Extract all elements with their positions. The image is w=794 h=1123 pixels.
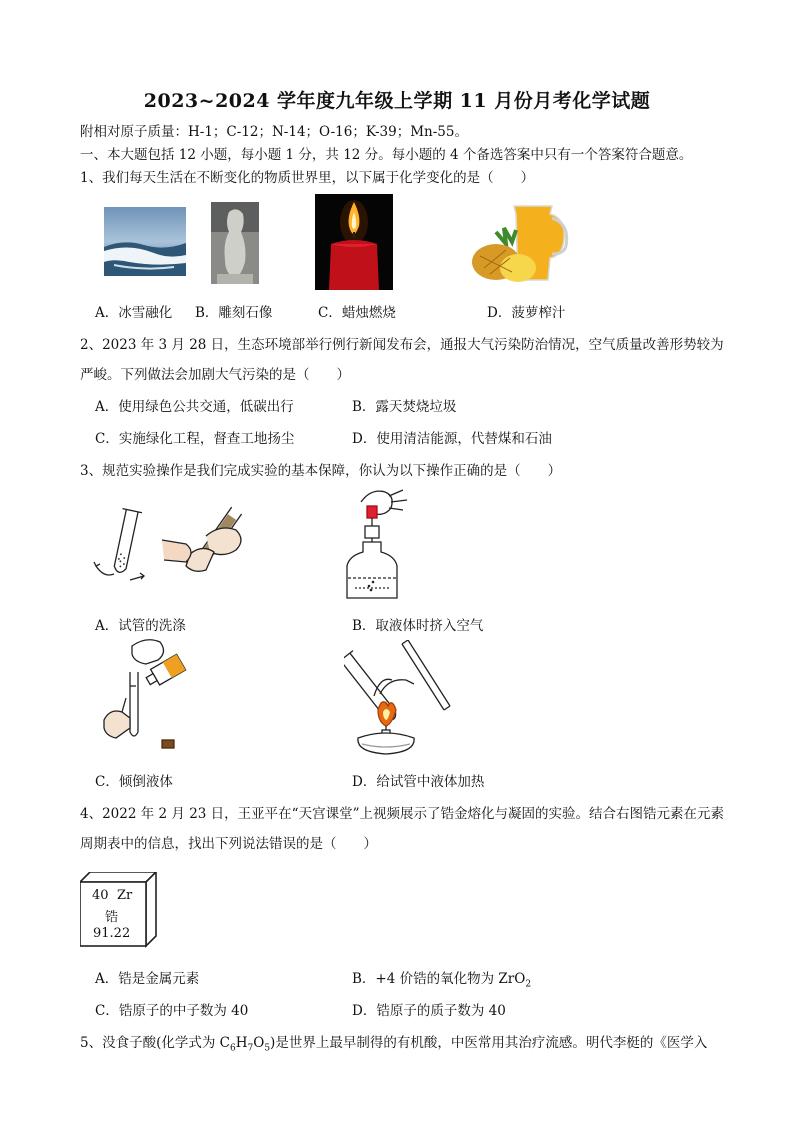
q2-option-c[interactable]: C．实施绿化工程，督查工地扬尘 (95, 431, 295, 447)
dropper-air-image (345, 486, 421, 604)
element-name: 锆 (105, 910, 119, 925)
heating-test-tube-image (344, 640, 456, 756)
q1-option-c[interactable]: C．蜡烛燃烧 (318, 305, 396, 321)
question-4-stem-line2: 周期表中的信息，找出下列说法错误的是（ ） (80, 836, 377, 852)
q2-option-b[interactable]: B．露天焚烧垃圾 (352, 399, 457, 415)
q3-option-a[interactable]: A．试管的洗涤 (95, 618, 186, 634)
question-2-stem-line1: 2、2023 年 3 月 28 日，生态环境部举行例行新闻发布会，通报大气污染防治情况，空气质量改善形势较为 (80, 337, 724, 353)
stone-carving-image (211, 202, 259, 284)
q3-option-b[interactable]: B．取液体时挤入空气 (352, 618, 484, 634)
q4-option-d[interactable]: D．锆原子的质子数为 40 (352, 1003, 506, 1019)
snow-melting-image (104, 207, 186, 276)
element-symbol: Zr (117, 888, 133, 903)
question-4-stem-line1: 4、2022 年 2 月 23 日，王亚平在“天宫课堂”上视频展示了锆金熔化与凝固的实验。结合右图锆元素在元素 (80, 806, 724, 822)
question-1-stem: 1、我们每天生活在不断变化的物质世界里，以下属于化学变化的是（ ） (80, 170, 535, 186)
q1-option-d[interactable]: D．菠萝榨汁 (487, 305, 566, 321)
q1-option-b[interactable]: B．雕刻石像 (195, 305, 273, 321)
q2-option-a[interactable]: A．使用绿色公共交通，低碳出行 (95, 399, 294, 415)
q3-option-c[interactable]: C．倾倒液体 (95, 774, 173, 790)
q3-option-d[interactable]: D．给试管中液体加热 (352, 774, 485, 790)
element-atomic-mass: 91.22 (93, 926, 131, 941)
question-5-stem: 5、没食子酸(化学式为 $C_6H_7O_5$)是世界上最早制得的有机酸，中医常用其治疗流感。明代李梃的《医学入 (80, 1035, 708, 1054)
q2-option-d[interactable]: D．使用清洁能源，代替煤和石油 (352, 431, 552, 447)
question-3-stem: 3、规范实验操作是我们完成实验的基本保障，你认为以下操作正确的是（ ） (80, 463, 562, 479)
burning-candle-image (315, 194, 393, 290)
q4-option-a[interactable]: A．锆是金属元素 (95, 971, 200, 987)
q1-option-a[interactable]: A．冰雪融化 (95, 305, 173, 321)
q4-option-b[interactable]: B．+4 价锆的氧化物为 ZrO$_2$ (352, 971, 532, 990)
element-atomic-number: 40 (92, 888, 109, 903)
section-one-heading: 一、本大题包括 12 小题，每小题 1 分，共 12 分。每小题的 4 个备选答案中只有一个答案符合题意。 (80, 147, 693, 163)
page-title: 2023~2024 学年度九年级上学期 11 月份月考化学试题 (143, 90, 651, 112)
question-2-stem-line2: 严峻。下列做法会加剧大气污染的是（ ） (80, 367, 350, 383)
atomic-mass-note: 附相对原子质量：H-1；C-12；N-14；O-16；K-39；Mn-55。 (80, 124, 468, 140)
q4-option-c[interactable]: C．锆原子的中子数为 40 (95, 1003, 249, 1019)
test-tube-washing-image (86, 500, 251, 588)
pouring-liquid-image (96, 632, 198, 754)
pineapple-juice-image (466, 200, 574, 286)
